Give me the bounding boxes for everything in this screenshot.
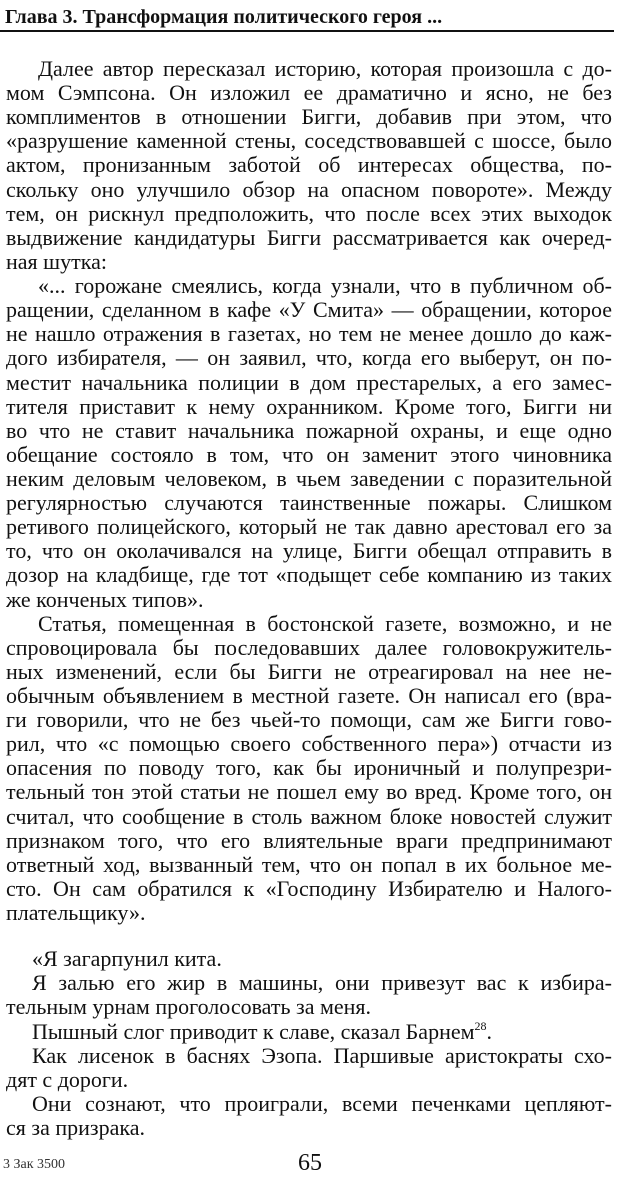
quote-line: ретивого полицейского, который не так давно арестовал его за	[6, 514, 612, 539]
quote-line: неким деловым человеком, в чьем заведении с поразительной	[6, 466, 612, 491]
verse-line: тельным урнам проголосовать за меня.	[6, 994, 372, 1019]
quote-line: дозор на кладбище, где тот «подыщет себе компанию из таких	[6, 562, 612, 587]
text-line: признаком того, что его влиятельные враги предпринимают	[6, 828, 612, 853]
text-line: ная шутка:	[6, 249, 107, 274]
quote-line: же конченых типов».	[6, 587, 204, 612]
text-line: рил, что «с помощью своего собственного пера») отчасти из	[6, 731, 612, 756]
quote-line: не нашло отражения в газетах, но тем не менее дошло до каж-	[6, 321, 612, 346]
header-rule	[0, 30, 614, 32]
verse-line: дят с дороги.	[6, 1067, 129, 1092]
quote-line: местит начальника полиции в дом престарелых, а его замес-	[6, 370, 612, 395]
text-line: ответный ход, вызванный тем, что он попал в их больное ме-	[6, 852, 612, 877]
text-line: тем, он рискнул предположить, что после всех этих выходок	[6, 201, 612, 226]
text-line: выдвижение кандидатуры Бигги рассматривается как очеред-	[6, 225, 612, 250]
quote-line: тителя приставит к нему охранником. Кроме того, Бигги ни	[6, 394, 612, 419]
text-line: мом Сэмпсона. Он изложил ее драматично и ясно, не без	[6, 80, 612, 105]
quote-line: то, что он околачивался на улице, Бигги обещал отправить в	[6, 538, 612, 563]
text-line: скольку оно улучшило обзор на опасном повороте». Между	[6, 177, 612, 202]
text-line: Далее автор пересказал историю, которая произошла с до-	[38, 56, 612, 81]
verse-text: Пышный слог приводит к славе, сказал Барнем	[32, 1019, 475, 1044]
verse-line: Как лисенок в баснях Эзопа. Паршивые аристократы схо-	[32, 1043, 612, 1068]
text-line: тельный тон этой статьи не пошел ему во вред. Кроме того, он	[6, 779, 612, 804]
quote-line: «... горожане смеялись, когда узнали, что в публичном об-	[38, 273, 612, 298]
text-line: сто. Он сам обратился к «Господину Избирателю и Налого-	[6, 876, 612, 901]
quote-line: дого избирателя, — он заявил, что, когда его выберут, он по-	[6, 345, 612, 370]
text-line: спровоцировала бы последовавших далее головокружитель-	[6, 635, 612, 660]
quote-line: регулярностью случаются таинственные пожары. Слишком	[6, 490, 612, 515]
page-number: 65	[298, 1150, 322, 1176]
text-line: актом, пронизанным заботой об интересах общества, по-	[6, 152, 612, 177]
verse-line: Я залью его жир в машины, они привезут вас к избира-	[32, 970, 612, 995]
text-line: считал, что сообщение в столь важном блоке новостей служит	[6, 804, 612, 829]
text-line: комплиментов в отношении Бигги, добавив при этом, что	[6, 104, 612, 129]
text-line: обычным объявлением в местной газете. Он написал его (вра-	[6, 683, 612, 708]
quote-line: во что не ставит начальника пожарной охраны, и еще одно	[6, 418, 612, 443]
footnote-marker-suffix: .	[486, 1019, 493, 1044]
text-line: опасения по поводу того, как бы ироничный и полупрезри-	[6, 755, 612, 780]
verse-line: ся за призрака.	[6, 1115, 145, 1140]
text-line: «разрушение каменной стены, соседствовавшей с шоссе, было	[6, 128, 612, 153]
running-head: Глава 3. Трансформация политического героя ...	[5, 6, 443, 28]
footnote-marker: 28	[474, 1019, 487, 1033]
text-line: плательщику».	[6, 900, 146, 925]
quote-line: ращении, сделанном в кафе «У Смита» — обращении, которое	[6, 297, 612, 322]
quote-line: обещание состояло в том, что он заменит этого чиновника	[6, 442, 612, 467]
text-line: Статья, помещенная в бостонской газете, возможно, и не	[38, 611, 612, 636]
text-line: ги говорили, что не без чьей-то помощи, сам же Бигги гово-	[6, 707, 612, 732]
verse-line: Они сознают, что проиграли, всеми печенками цепляют-	[32, 1091, 612, 1116]
verse-line: «Я загарпунил кита.	[32, 946, 222, 971]
printer-signature-mark: 3 Зак 3500	[3, 1157, 66, 1172]
text-line: ных изменений, если бы Бигги не отреагировал на нее не-	[6, 659, 612, 684]
